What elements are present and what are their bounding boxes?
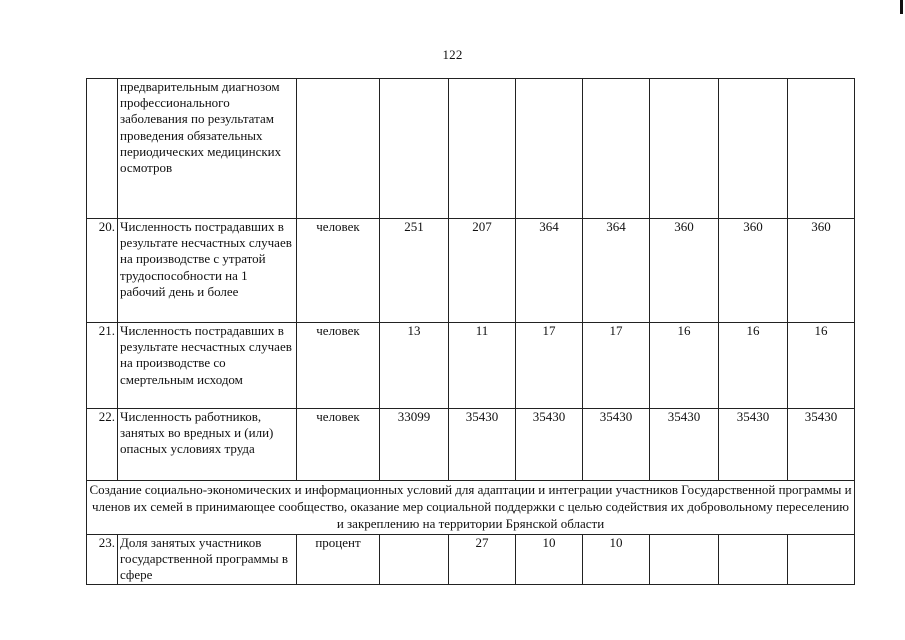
value-cell: 360 [650,219,719,323]
value-cell [380,79,449,219]
value-cell: 16 [650,323,719,409]
section-heading: Создание социально-экономических и информационных условий для адаптации и интеграции участников Государственной программы и членов их семей в принимающее сообщество, оказание мер социальной поддержки с целью содействия их добровольному переселению и закреплению на территории Брянской области [87,481,855,535]
value-cell: 13 [380,323,449,409]
value-cell: 360 [719,219,788,323]
value-cell: 35430 [788,409,855,481]
value-cell [516,79,583,219]
table-row-20 [87,219,855,323]
table-row-22 [87,409,855,481]
indicator-name-cell: предварительным диагнозом профессионального заболевания по результатам проведения обязательных периодических медицинских осмотров [118,79,297,219]
value-cell: 207 [449,219,516,323]
value-cell: 35430 [583,409,650,481]
table-row-continued [87,79,855,219]
value-cell [650,535,719,585]
unit-cell: процент [297,535,380,585]
page-number: 122 [442,47,463,62]
value-cell [449,79,516,219]
value-cell: 16 [719,323,788,409]
row-number-cell: 21. [87,323,118,409]
unit-cell: человек [297,323,380,409]
section-heading-row [87,481,855,535]
unit-cell: человек [297,219,380,323]
indicator-name-cell: Численность работников, занятых во вредных и (или) опасных условиях труда [118,409,297,481]
indicators-table [86,78,855,585]
value-cell: 35430 [719,409,788,481]
value-cell: 35430 [516,409,583,481]
value-cell: 35430 [449,409,516,481]
unit-cell: человек [297,409,380,481]
value-cell [788,79,855,219]
indicator-name-cell: Численность пострадавших в результате несчастных случаев на производстве с утратой трудоспособности на 1 рабочий день и более [118,219,297,323]
indicator-name-cell: Доля занятых участников государственной программы в сфере [118,535,297,585]
value-cell: 364 [516,219,583,323]
row-number-cell: 23. [87,535,118,585]
value-cell: 16 [788,323,855,409]
value-cell: 35430 [650,409,719,481]
value-cell [380,535,449,585]
value-cell: 251 [380,219,449,323]
value-cell: 11 [449,323,516,409]
indicator-name-cell: Численность пострадавших в результате несчастных случаев на производстве со смертельным исходом [118,323,297,409]
value-cell: 17 [583,323,650,409]
row-number-cell [87,79,118,219]
value-cell: 10 [516,535,583,585]
value-cell: 17 [516,323,583,409]
value-cell [583,79,650,219]
value-cell: 33099 [380,409,449,481]
row-number-cell: 20. [87,219,118,323]
value-cell [650,79,719,219]
row-number-cell: 22. [87,409,118,481]
value-cell: 10 [583,535,650,585]
value-cell: 360 [788,219,855,323]
value-cell: 27 [449,535,516,585]
value-cell [719,79,788,219]
scan-edge-mark [900,0,903,14]
table-row-21 [87,323,855,409]
value-cell [719,535,788,585]
value-cell: 364 [583,219,650,323]
unit-cell [297,79,380,219]
value-cell [788,535,855,585]
table-row-23 [87,535,855,585]
